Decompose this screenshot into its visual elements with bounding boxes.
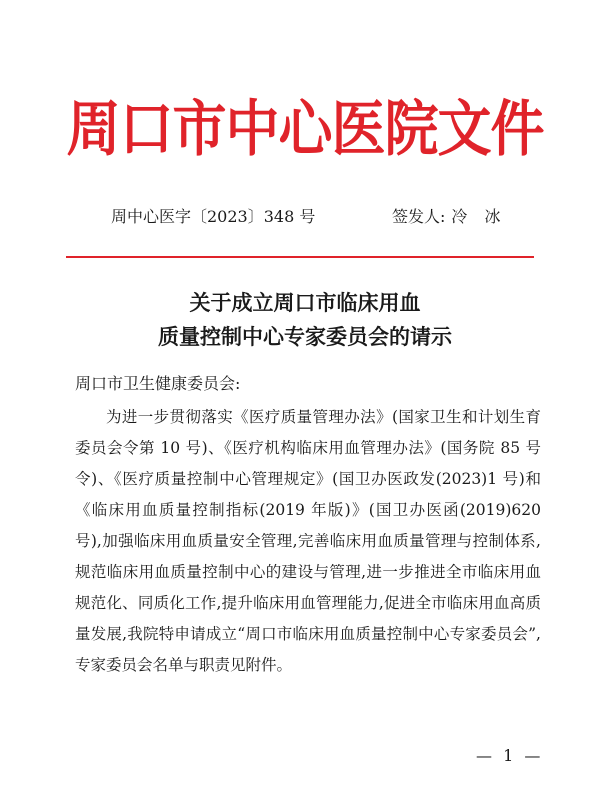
signer-name: 冷 冰: [451, 207, 507, 226]
document-title: [0, 286, 610, 354]
red-divider-line: [66, 256, 534, 258]
signer-label: 签发人:: [392, 207, 446, 226]
body-paragraph: 为进一步贯彻落实《医疗质量管理办法》(国家卫生和计划生育委员会令第 10 号)、《医疗机构临床用血管理办法》(国务院 85 号令)、《医疗质量控制中心管理规定》(国卫办医政发(2023)1 号)和《临床用血质量控制指标(2019 年版)》(国卫办医函(2019)620 号),加强临床用血质量安全管理,完善临床用血质量管理与控制体系,规范临床用血质量控制中心的建设与管理,进一步推进全市临床用血规范化、同质化工作,提升临床用血管理能力,促进全市临床用血高质量发展,我院特申请成立“周口市临床用血质量控制中心专家委员会”,专家委员会名单与职责见附件。: [75, 408, 541, 674]
document-number: 周中心医字〔2023〕348 号: [111, 207, 316, 226]
red-masthead-title: 周口市中心医院文件: [66, 93, 544, 165]
title-line-1: 关于成立周口市临床用血: [189, 290, 421, 315]
title-line-2: 质量控制中心专家委员会的请示: [158, 324, 452, 349]
page-number: — 1 —: [476, 746, 544, 765]
signer-info: [392, 206, 507, 228]
recipient-line: 周口市卫生健康委员会:: [75, 374, 241, 393]
